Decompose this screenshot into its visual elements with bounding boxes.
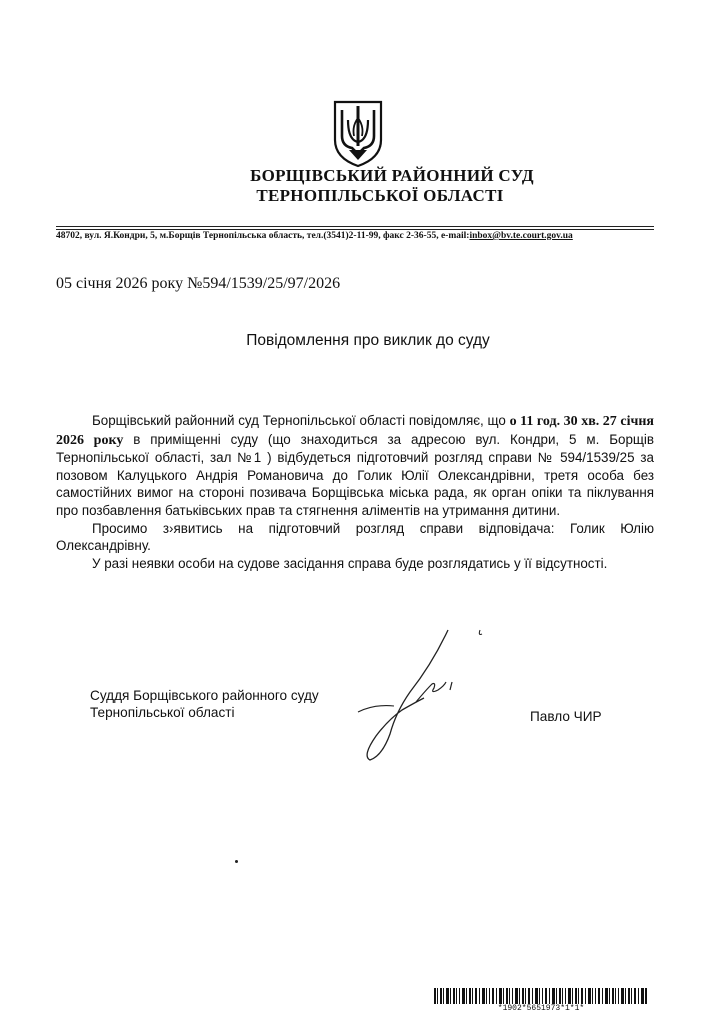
header-divider-secondary bbox=[56, 229, 654, 230]
barcode-number: *1902*5651973*1*1* bbox=[497, 1004, 585, 1013]
email-link[interactable]: inbox@bv.te.court.gov.ua bbox=[469, 231, 573, 241]
court-address bbox=[56, 231, 656, 241]
scan-speck bbox=[235, 860, 238, 863]
document-title: Повідомлення про виклик до суду bbox=[246, 332, 490, 349]
body-paragraph-2: Просимо з›явитись на підготовчий розгляд справи відповідача: Голик Юлію Олександрівну. bbox=[56, 520, 654, 554]
paragraph-1-details: в приміщенні суду (що знаходиться за адресою вул. Кондри, 5 м. Борщів Тернопільської області, зал №1 ) відбудеться підготовчий розгляд справи № 594/1539/25 за позовом Калуцького Андрія Романовича до Голик Юлії Олександрівни, третя особа без самостійних вимог на стороні позивача Борщівська міська рада, як орган опіки та піклування про позбавлення батьківських прав та стягнення аліментів на утримання дитини. bbox=[56, 431, 654, 518]
date-and-number: 05 січня 2026 року №594/1539/25/97/2026 bbox=[56, 275, 341, 292]
body-paragraph-3: У разі неявки особи на судове засідання справа буде розглядатись у її відсутності. bbox=[92, 555, 608, 571]
barcode-icon bbox=[434, 988, 648, 1004]
court-name-line2: ТЕРНОПІЛЬСЬКОЇ ОБЛАСТІ bbox=[256, 186, 504, 205]
body-paragraph-1 bbox=[56, 412, 654, 520]
header-divider bbox=[56, 226, 654, 227]
document-body bbox=[56, 412, 654, 572]
handwritten-signature bbox=[340, 624, 500, 774]
judge-name: Павло ЧИР bbox=[530, 709, 602, 724]
court-name-line1: БОРЩІВСЬКИЙ РАЙОННИЙ СУД bbox=[250, 166, 534, 185]
judge-position bbox=[90, 687, 319, 721]
hearing-datetime: о 11 год. 30 хв. 27 січня 2026 року bbox=[56, 414, 654, 448]
judge-position-line1: Суддя Борщівського районного суду bbox=[90, 688, 319, 703]
trident-emblem-icon bbox=[331, 96, 385, 168]
paragraph-1-intro: Борщівський районний суд Тернопільської області повідомляє, що bbox=[92, 413, 510, 428]
judge-position-line2: Тернопільської області bbox=[90, 705, 235, 720]
address-text: 48702, вул. Я.Кондри, 5, м.Борщів Тернопільська область, тел.(3541)2-11-99, факс 2-36-55, e-mail: bbox=[56, 231, 470, 241]
